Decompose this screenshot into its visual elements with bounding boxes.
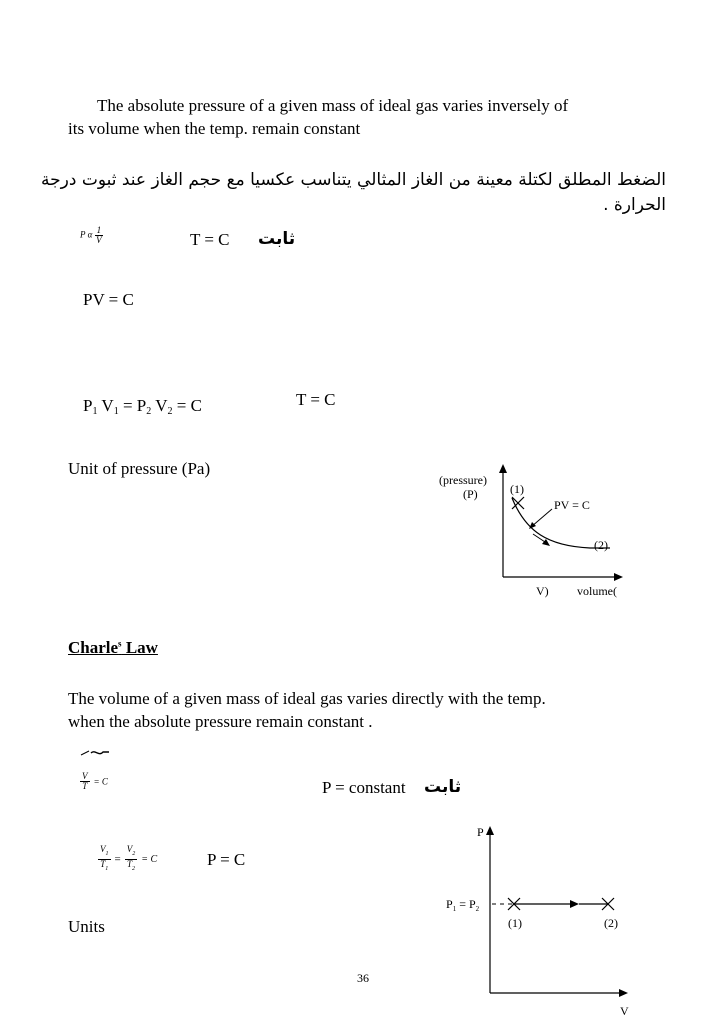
boyle-y-arrow [499, 464, 507, 473]
charles-heading: Charle$^s$ Law [68, 638, 158, 657]
charles-units: Units [68, 917, 105, 936]
boyle-arabic-const: ثابت [258, 229, 296, 249]
charles-graph [440, 822, 640, 1022]
charles-vt-eq: $\frac{V}{T}$ = C [82, 771, 108, 791]
prop-p: P [80, 229, 86, 240]
prop-den: V [96, 235, 102, 245]
boyle-x-arrow [614, 573, 623, 581]
boyle-para-line2: its volume when the temp. remain constant [68, 119, 361, 138]
boyle-point1-label: (1) [510, 482, 524, 496]
boyle-y-label-2: (P) [463, 487, 478, 501]
boyle-point2-label: (2) [594, 538, 608, 552]
charles-x-label: V [620, 1004, 629, 1018]
boyle-graph [430, 462, 640, 612]
boyle-p1v1-eq: $P_1$ $V_1 = P_2$ $V_2 = C$ [83, 396, 202, 417]
boyle-arabic-line2: الحرارة . [603, 195, 666, 215]
charles-para-line1: The volume of a given mass of ideal gas varies directly with the temp. [68, 689, 546, 708]
boyle-pv-eq: PV = C [83, 290, 134, 309]
boyle-proportion [80, 226, 103, 245]
boyle-t-const: T = C [190, 230, 230, 249]
boyle-y-label-1: (pressure) [439, 473, 487, 487]
charles-arabic-const: ثابت [424, 777, 462, 797]
charles-p-c: P = C [207, 850, 246, 869]
charles-p-label: $P_1 = P_2$ [446, 897, 480, 913]
charles-ratio-eq: $\frac{V_1}{T_1}$ = $\frac{V_2}{T_2}$ = C [100, 844, 158, 872]
charles-p-constant: P = constant [322, 778, 406, 797]
charles-y-arrow [486, 826, 494, 835]
page-number: 36 [357, 971, 369, 985]
boyle-x-label-1: V) [536, 584, 549, 598]
charles-para-line2: when the absolute pressure remain constant . [68, 712, 373, 731]
charles-process-arrow [570, 900, 579, 908]
charles-point2-label: (2) [604, 916, 618, 930]
boyle-x-label-2: volume( [577, 584, 617, 598]
charles-point1-label: (1) [508, 916, 522, 930]
charles-x-arrow [619, 989, 628, 997]
prop-fraction [95, 226, 104, 245]
charles-y-label: P [477, 825, 484, 839]
boyle-curve-label: PV = C [554, 498, 590, 512]
boyle-t-const-2: T = C [296, 390, 336, 409]
boyle-para-line1: The absolute pressure of a given mass of ideal gas varies inversely of [97, 96, 569, 115]
boyle-arabic-line1: الضغط المطلق لكتلة معينة من الغاز المثالي يتناسب عكسيا مع حجم الغاز عند ثبوت درجة [41, 170, 666, 190]
prop-alpha: α [87, 229, 93, 240]
charles-proportion-scribble [80, 748, 112, 758]
prop-num: 1 [96, 225, 102, 235]
boyle-unit: Unit of pressure (Pa) [68, 459, 211, 478]
